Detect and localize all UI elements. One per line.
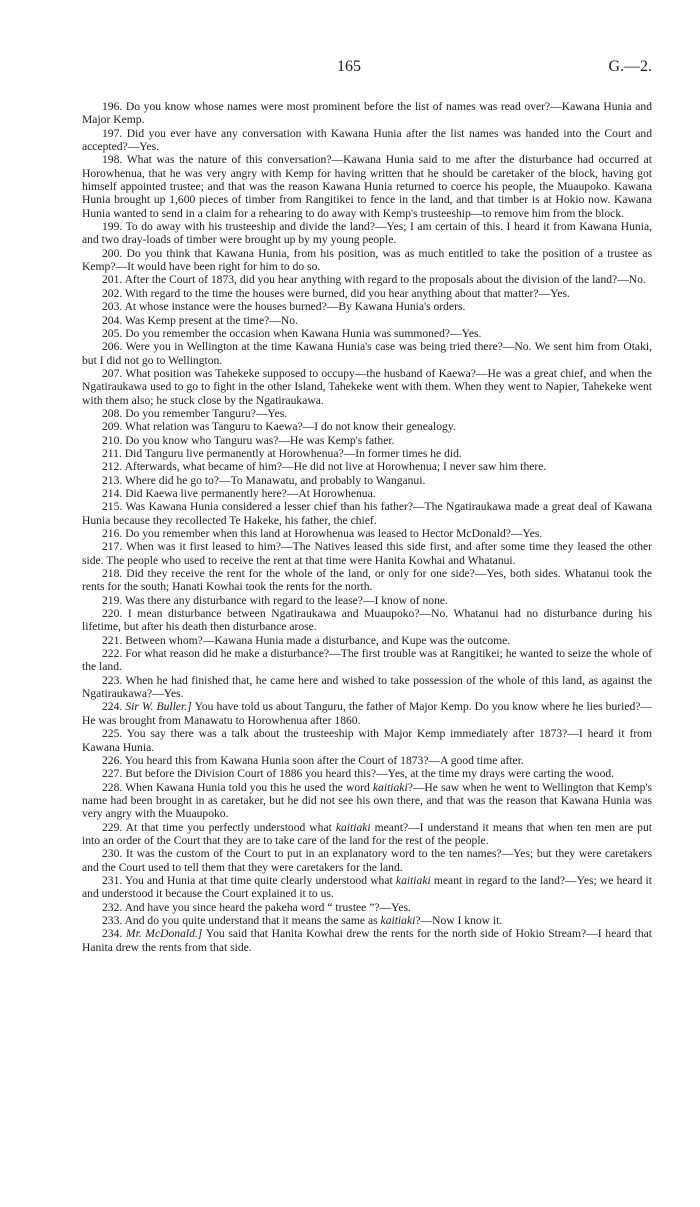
speaker-name: Mr. McDonald.] — [125, 927, 206, 941]
question-entry — [82, 327, 652, 340]
question-entry — [82, 367, 652, 407]
question-entry — [82, 247, 652, 274]
question-number: 202. — [102, 286, 125, 300]
question-entry — [82, 273, 652, 286]
question-number: 230. — [102, 847, 126, 861]
question-entry — [82, 314, 652, 327]
question-text: When he had finished that, he came here and wished to take possession of the whole of this land, as against the Ngatiraukawa?—Yes. — [82, 673, 653, 701]
question-text: With regard to the time the houses were burned, did you hear anything about that matter?—Yes. — [124, 286, 570, 300]
question-text: Was Kemp present at the time?—No. — [124, 313, 298, 327]
question-text: After the Court of 1873, did you hear anything with regard to the proposals about the division of the land?—No. — [124, 273, 646, 287]
question-text: What position was Tahekeke supposed to occupy—the husband of Kaewa?—He was a great chief, and when the Ngatiraukawa used to go to fight in the other Island, Tahekeke went with them. When they went to Napier, Tahekeke went with them also; he stuck close by the Ngatiraukawa. — [82, 366, 652, 407]
question-text: For what reason did he make a disturbance?—The first trouble was at Rangitikei; he wanted to seize the whole of the land. — [82, 647, 653, 674]
question-number: 204. — [102, 313, 125, 327]
question-text: Do you remember when this land at Horowhenua was leased to Hector McDonald?—Yes. — [125, 527, 543, 540]
question-entry — [82, 527, 652, 540]
question-number: 201. — [102, 273, 125, 287]
question-text: Was there any disturbance with regard to the lease?—I know of none. — [124, 593, 448, 607]
question-number: 225. — [102, 727, 127, 741]
question-entry — [82, 500, 652, 527]
question-entry — [82, 434, 652, 447]
question-entry — [82, 220, 652, 247]
question-text: Were you in Wellington at the time Kawana Hunia's case was being tried there?—No. We sent him from Otaki, but I did not go to Wellington. — [82, 340, 652, 367]
question-number: 208. — [102, 406, 126, 420]
question-number: 209. — [102, 420, 125, 434]
question-entry — [82, 127, 652, 154]
question-entry — [82, 901, 652, 914]
question-entry — [82, 300, 652, 313]
question-number: 231. — [102, 873, 126, 887]
question-entry — [82, 567, 652, 594]
question-text: Do you remember the occasion when Kawana Hunia was summoned?—Yes. — [125, 326, 482, 340]
question-number: 219. — [102, 593, 125, 607]
question-number: 199. — [102, 220, 126, 234]
question-entry — [82, 754, 652, 767]
question-number: 197. — [102, 126, 127, 140]
question-text: Between whom?—Kawana Hunia made a disturbance, and Kupe was the outcome. — [125, 633, 511, 647]
question-entry — [82, 874, 652, 901]
question-text: You say there was a talk about the trusteeship with Major Kemp immediately after 1873?—I heard it from Kawana Hunia. — [82, 727, 652, 754]
speaker-name: Sir W. Buller.] — [125, 700, 195, 714]
question-entry — [82, 727, 652, 754]
question-entry — [82, 420, 652, 433]
page-number: 165 — [337, 58, 361, 75]
question-number: 229. — [102, 820, 126, 834]
question-text: At that time you perfectly understood what kaitiaki meant?—I understand it means that when ten men are put into an order of the Court that they are to take care of the land for the rest of the people. — [82, 820, 652, 847]
question-entry — [82, 914, 652, 927]
question-number: 224. — [102, 700, 126, 714]
question-entry — [82, 634, 652, 647]
question-entry — [82, 927, 652, 954]
question-entry — [82, 594, 652, 607]
question-text: Afterwards, what became of him?—He did not live at Horowhenua; I never saw him there. — [124, 460, 547, 474]
question-text: And do you quite understand that it means the same as kaitiaki?—Now I know it. — [124, 913, 503, 927]
question-entry — [82, 700, 652, 727]
question-entry — [82, 287, 652, 300]
question-number: 222. — [102, 647, 126, 661]
question-number: 213. — [102, 473, 125, 487]
question-text: When Kawana Hunia told you this he used the word kaitiaki?—He saw when he went to Wellington that Kemp's name had been brought in as caretaker, but he did not see his own there, and that was the reason that Kawana Hunia was very angry with the Muaupoko. — [82, 780, 652, 821]
question-text: When was it first leased to him?—The Natives leased this side first, and after some time they leased the other side. The people who used to receive the rent at that time were Hanita Kowhai and Whatanui. — [82, 540, 652, 567]
question-entry — [82, 474, 652, 487]
question-number: 234. — [102, 927, 126, 941]
question-entry — [82, 460, 652, 473]
question-entry — [82, 847, 652, 874]
question-number: 228. — [102, 780, 126, 794]
question-entry — [82, 647, 652, 674]
question-text: You have told us about Tanguru, the father of Major Kemp. Do you know where he lies buried?—He was brought from Manawatu to Horowhenua after 1860. — [82, 700, 653, 727]
question-text: Do you remember Tanguru?—Yes. — [125, 406, 288, 420]
question-number: 210. — [102, 433, 126, 447]
question-entry — [82, 100, 652, 127]
question-text: Do you think that Kawana Hunia, from his position, was as much entitled to take the position of a trustee as Kemp?—It would have been right for him to do so. — [82, 246, 652, 274]
question-text: I mean disturbance between Ngatiraukawa and Muaupoko?—No. Whatanui had no disturbance during his lifetime, but after his death then disturbance arose. — [82, 607, 653, 634]
question-entry — [82, 447, 652, 460]
question-entry — [82, 607, 652, 634]
question-entry — [82, 487, 652, 500]
question-number: 227. — [102, 767, 126, 781]
question-number: 233. — [102, 913, 125, 927]
question-text: You and Hunia at that time quite clearly understood what kaitiaki meant in regard to the land?—Yes; we heard it and understood it because the Court explained it to us. — [82, 873, 653, 901]
question-number: 214. — [102, 486, 126, 500]
question-text: What relation was Tanguru to Kaewa?—I do not know their genealogy. — [124, 420, 456, 434]
question-text: What was the nature of this conversation?—Kawana Hunia said to me after the disturbance had occurred at Horowhenua, that he was very angry with Kemp for having written that he should be caretaker of the block, having got himself appointed trustee; and that was the reason Kawana Hunia returned to coerce his people, the Muaupoko. Kawana Hunia brought up 1,600 pieces of timber from Rangitikei to fence in the land, and that timber is at Hokio now. Kawana Hunia wanted to send in a claim for a rehearing to do away with Kemp's trusteeship—to remove him from the block. — [82, 153, 652, 220]
question-entry — [82, 540, 652, 567]
question-text: Did they receive the rent for the whole of the land, or only for one side?—Yes, both sides. Whatanui took the rents for the south; Hanati Kowhai took the rents for the north. — [82, 567, 653, 594]
question-entry — [82, 767, 652, 780]
question-entry — [82, 340, 652, 367]
question-number: 221. — [102, 633, 126, 647]
question-entry — [82, 674, 652, 701]
question-number: 216. — [102, 527, 126, 540]
question-number: 211. — [102, 446, 125, 460]
question-text: It was the custom of the Court to put in an explanatory word to the ten names?—Yes; but they were caretakers and the Court used to tell them that they were caretakers for the land. — [82, 847, 652, 874]
question-text: At whose instance were the houses burned?—By Kawana Hunia's orders. — [124, 300, 466, 314]
question-number: 217. — [102, 540, 126, 554]
question-number: 220. — [102, 607, 128, 621]
question-text: To do away with his trusteeship and divide the land?—Yes; I am certain of this. I heard it from Kawana Hunia, and two dray-loads of timber were brought up by my young people. — [82, 220, 652, 247]
question-number: 212. — [102, 460, 125, 474]
question-entry — [82, 781, 652, 821]
question-text: Do you know whose names were most prominent before the list of names was read over?—Kawana Hunia and Major Kemp. — [82, 100, 652, 127]
question-text: Was Kawana Hunia considered a lesser chief than his father?—The Ngatiraukawa made a great deal of Kawana Hunia because they recollected Te Hakeke, his father, the chief. — [82, 500, 652, 527]
question-text: Where did he go to?—To Manawatu, and probably to Wanganui. — [124, 473, 426, 487]
question-text: But before the Division Court of 1886 you heard this?—Yes, at the time my drays were carting the wood. — [125, 767, 615, 781]
question-text: You said that Hanita Kowhai drew the rents for the north side of Hokio Stream?—I heard that Hanita drew the rents from that side. — [82, 927, 653, 954]
page-header — [82, 58, 652, 80]
question-number: 215. — [102, 500, 126, 514]
question-text: And have you since heard the pakeha word “ trustee ”?—Yes. — [124, 900, 411, 914]
question-entry — [82, 407, 652, 420]
document-page — [82, 58, 652, 954]
question-text: Did Tanguru live permanently at Horowhenua?—In former times he did. — [124, 446, 462, 460]
question-number: 196. — [102, 100, 126, 113]
question-number: 223. — [102, 673, 126, 687]
question-number: 203. — [102, 300, 125, 314]
testimony-entries — [82, 100, 652, 954]
question-number: 198. — [102, 153, 127, 167]
question-text: You heard this from Kawana Hunia soon after the Court of 1873?—A good time after. — [124, 753, 524, 767]
question-number: 232. — [102, 900, 125, 914]
question-number: 218. — [102, 567, 127, 581]
question-entry — [82, 153, 652, 220]
question-number: 226. — [102, 753, 125, 767]
question-text: Do you know who Tanguru was?—He was Kemp's father. — [125, 433, 395, 447]
question-text: Did Kaewa live permanently here?—At Horowhenua. — [125, 486, 376, 500]
question-number: 200. — [102, 246, 127, 260]
question-entry — [82, 821, 652, 848]
question-number: 207. — [102, 366, 126, 380]
document-reference: G.—2. — [608, 58, 652, 75]
question-number: 205. — [102, 326, 126, 340]
question-text: Did you ever have any conversation with Kawana Hunia after the list names was handed into the Court and accepted?—Yes. — [82, 126, 652, 154]
question-number: 206. — [102, 340, 126, 354]
